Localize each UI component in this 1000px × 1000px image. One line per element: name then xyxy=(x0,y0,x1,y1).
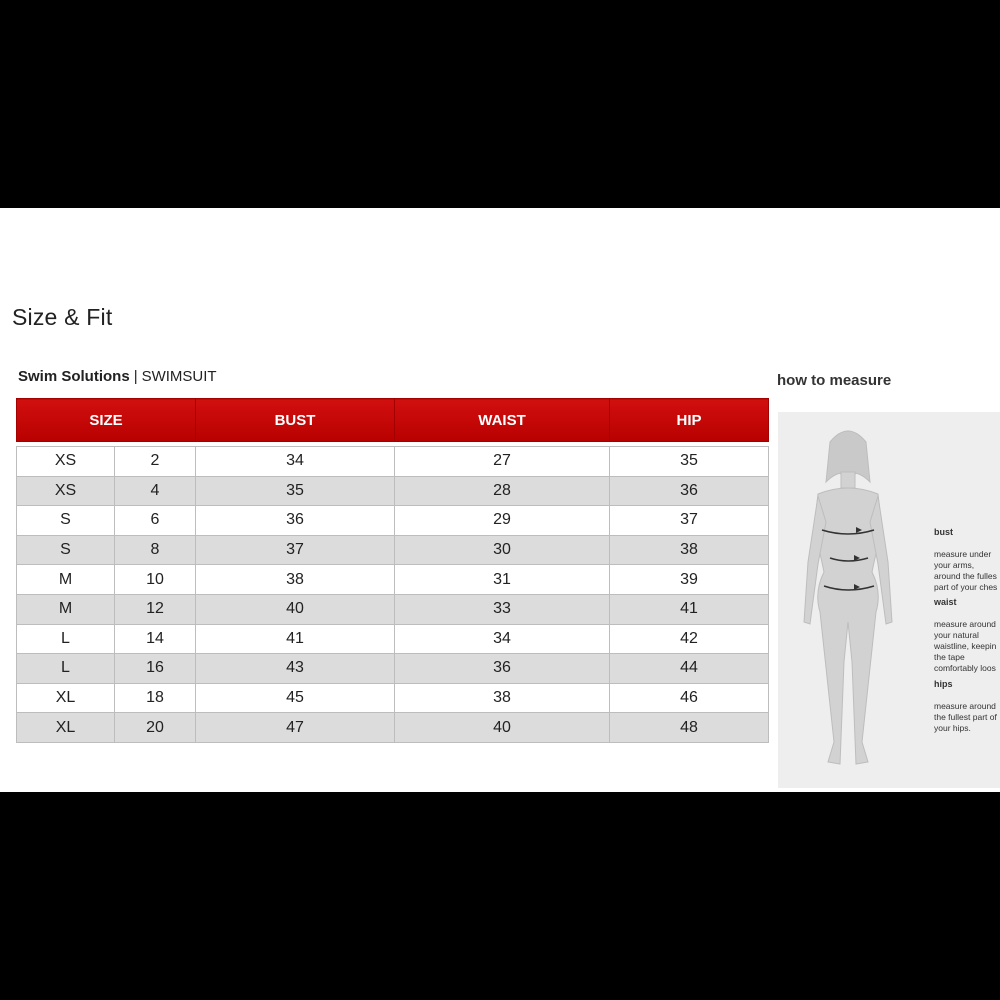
cell-waist: 28 xyxy=(395,476,610,506)
size-fit-panel xyxy=(0,208,1000,792)
brand-separator: | xyxy=(133,368,138,385)
cell-bust: 47 xyxy=(196,713,395,743)
cell-size: M xyxy=(17,565,115,595)
cell-num: 6 xyxy=(115,506,196,536)
cell-waist: 36 xyxy=(395,654,610,684)
cell-waist: 30 xyxy=(395,535,610,565)
hips-label: hips xyxy=(934,679,953,689)
cell-num: 12 xyxy=(115,594,196,624)
hips-instructions xyxy=(934,668,997,745)
cell-hip: 46 xyxy=(610,683,769,713)
cell-num: 2 xyxy=(115,447,196,477)
bust-text: measure under your arms, around the fulles part of your ches xyxy=(934,549,998,592)
cell-size: XS xyxy=(17,476,115,506)
cell-num: 16 xyxy=(115,654,196,684)
cell-num: 4 xyxy=(115,476,196,506)
body-silhouette-icon xyxy=(778,412,928,788)
table-row xyxy=(17,624,769,654)
cell-hip: 42 xyxy=(610,624,769,654)
cell-waist: 31 xyxy=(395,565,610,595)
table-row xyxy=(17,654,769,684)
how-to-measure-title: how to measure xyxy=(777,372,892,389)
table-row xyxy=(17,506,769,536)
cell-hip: 44 xyxy=(610,654,769,684)
cell-waist: 29 xyxy=(395,506,610,536)
cell-size: XS xyxy=(17,447,115,477)
header-waist: WAIST xyxy=(395,399,610,442)
table-header-row xyxy=(17,399,769,442)
cell-bust: 36 xyxy=(196,506,395,536)
cell-num: 10 xyxy=(115,565,196,595)
cell-size: S xyxy=(17,506,115,536)
cell-num: 8 xyxy=(115,535,196,565)
table-row xyxy=(17,713,769,743)
table-row xyxy=(17,594,769,624)
cell-bust: 37 xyxy=(196,535,395,565)
brand-line xyxy=(18,368,217,385)
header-bust: BUST xyxy=(196,399,395,442)
cell-bust: 45 xyxy=(196,683,395,713)
size-chart-table xyxy=(16,398,769,743)
cell-hip: 37 xyxy=(610,506,769,536)
cell-num: 20 xyxy=(115,713,196,743)
cell-hip: 48 xyxy=(610,713,769,743)
cell-hip: 39 xyxy=(610,565,769,595)
header-size: SIZE xyxy=(17,399,196,442)
cell-bust: 34 xyxy=(196,447,395,477)
header-hip: HIP xyxy=(610,399,769,442)
cell-bust: 41 xyxy=(196,624,395,654)
cell-size: L xyxy=(17,654,115,684)
cell-waist: 40 xyxy=(395,713,610,743)
cell-num: 18 xyxy=(115,683,196,713)
bust-label: bust xyxy=(934,527,953,537)
cell-hip: 35 xyxy=(610,447,769,477)
cell-bust: 35 xyxy=(196,476,395,506)
cell-size: XL xyxy=(17,713,115,743)
table-row xyxy=(17,565,769,595)
cell-waist: 38 xyxy=(395,683,610,713)
measure-guide xyxy=(778,412,1000,788)
waist-label: waist xyxy=(934,597,957,607)
table-row xyxy=(17,476,769,506)
table-row xyxy=(17,535,769,565)
table-row xyxy=(17,683,769,713)
hips-text: measure around the fullest part of your hips. xyxy=(934,701,997,733)
cell-hip: 38 xyxy=(610,535,769,565)
cell-waist: 27 xyxy=(395,447,610,477)
cell-waist: 34 xyxy=(395,624,610,654)
cell-size: M xyxy=(17,594,115,624)
cell-waist: 33 xyxy=(395,594,610,624)
table-row xyxy=(17,447,769,477)
cell-hip: 41 xyxy=(610,594,769,624)
page-title: Size & Fit xyxy=(12,304,113,330)
cell-size: L xyxy=(17,624,115,654)
waist-text: measure around your natural waistline, keepin the tape comfortably loos xyxy=(934,619,997,673)
cell-bust: 40 xyxy=(196,594,395,624)
cell-num: 14 xyxy=(115,624,196,654)
cell-bust: 38 xyxy=(196,565,395,595)
product-category: SWIMSUIT xyxy=(141,368,217,385)
cell-bust: 43 xyxy=(196,654,395,684)
cell-size: S xyxy=(17,535,115,565)
cell-hip: 36 xyxy=(610,476,769,506)
cell-size: XL xyxy=(17,683,115,713)
brand-name: Swim Solutions xyxy=(18,368,130,385)
